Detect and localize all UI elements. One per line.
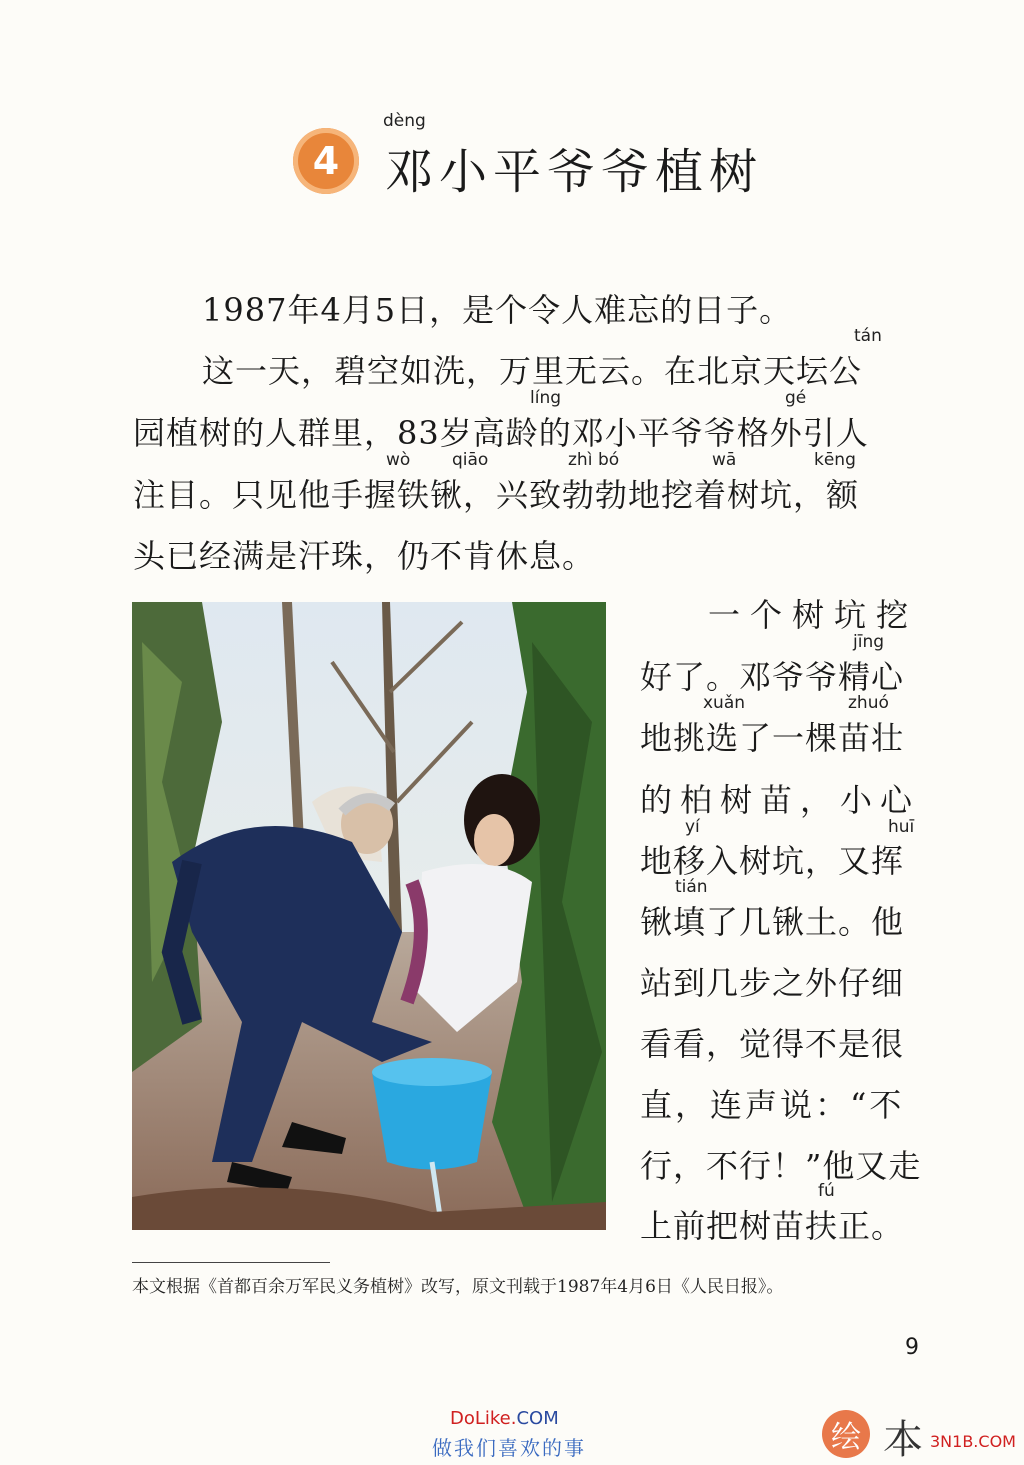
paragraph-3-line-3: 地挑选了一棵苗壮	[640, 719, 905, 757]
pinyin-fu: fú	[818, 1181, 835, 1201]
tree-planting-photo	[132, 602, 606, 1230]
pinyin-jing: jīng	[853, 632, 885, 652]
title-pinyin: dèng	[383, 111, 426, 131]
paragraph-2-line-4: 头已经满是汗珠，仍不肯休息。	[133, 537, 596, 575]
lesson-number-badge	[293, 128, 359, 194]
paragraph-2-line-2: 园植树的人群里，83岁高龄的邓小平爷爷格外引人	[133, 414, 869, 452]
paragraph-2-line-1: 这一天，碧空如洗，万里无云。在北京天坛公	[202, 352, 863, 390]
paragraph-3-line-11: 上前把树苗扶正。	[640, 1207, 905, 1245]
pinyin-qiao: qiāo	[452, 450, 489, 470]
paragraph-3-line-2: 好了。邓爷爷精心	[640, 658, 905, 696]
watermark-site	[450, 1408, 559, 1429]
pinyin-zhi: zhì	[568, 450, 593, 470]
lesson-number: 4	[312, 139, 340, 183]
watermark-site2: 3N1B.COM	[930, 1432, 1016, 1451]
page-number: 9	[905, 1335, 919, 1360]
pinyin-hui: huī	[888, 817, 915, 837]
pinyin-zhuo: zhuó	[848, 693, 889, 713]
footnote-divider	[132, 1262, 330, 1263]
paragraph-3-line-10: 行，不行！”他又走	[640, 1147, 922, 1185]
paragraph-3-line-4: 的柏树苗，小心	[640, 781, 921, 819]
pinyin-keng: kēng	[814, 450, 856, 470]
paragraph-1: 1987年4月5日，是个令人难忘的日子。	[202, 291, 793, 329]
page-title: 邓小平爷爷植树	[385, 144, 764, 200]
pinyin-tan: tán	[854, 326, 882, 346]
pinyin-xuan: xuǎn	[703, 693, 746, 713]
pinyin-ge: gé	[785, 388, 807, 408]
watermark-badge: 绘	[822, 1410, 870, 1458]
paragraph-3-line-9: 直，连声说：“不	[640, 1086, 905, 1124]
footnote: 本文根据《首都百余万军民义务植树》改写，原文刊载于1987年4月6日《人民日报》。	[132, 1277, 784, 1297]
watermark-slogan: 做我们喜欢的事	[432, 1436, 586, 1460]
pinyin-wo: wò	[386, 450, 411, 470]
pinyin-tian: tián	[675, 877, 708, 897]
watermark-book-char: 本	[883, 1417, 923, 1463]
paragraph-3-line-8: 看看，觉得不是很	[640, 1025, 905, 1063]
watermark-site-right: COM	[516, 1408, 559, 1429]
pinyin-bo: bó	[598, 450, 620, 470]
paragraph-3-line-5: 地移入树坑，又挥	[640, 842, 905, 880]
paragraph-3-line-6: 锹填了几锹土。他	[640, 903, 905, 941]
paragraph-2-line-3: 注目。只见他手握铁锹，兴致勃勃地挖着树坑，额	[133, 476, 860, 514]
pinyin-yi: yí	[685, 817, 700, 837]
pinyin-wa: wā	[712, 450, 737, 470]
paragraph-3-line-1: 一个树坑挖	[708, 596, 919, 634]
paragraph-3-line-7: 站到几步之外仔细	[640, 964, 905, 1002]
pinyin-ling: líng	[530, 388, 562, 408]
watermark-site-left: DoLike.	[450, 1408, 517, 1429]
